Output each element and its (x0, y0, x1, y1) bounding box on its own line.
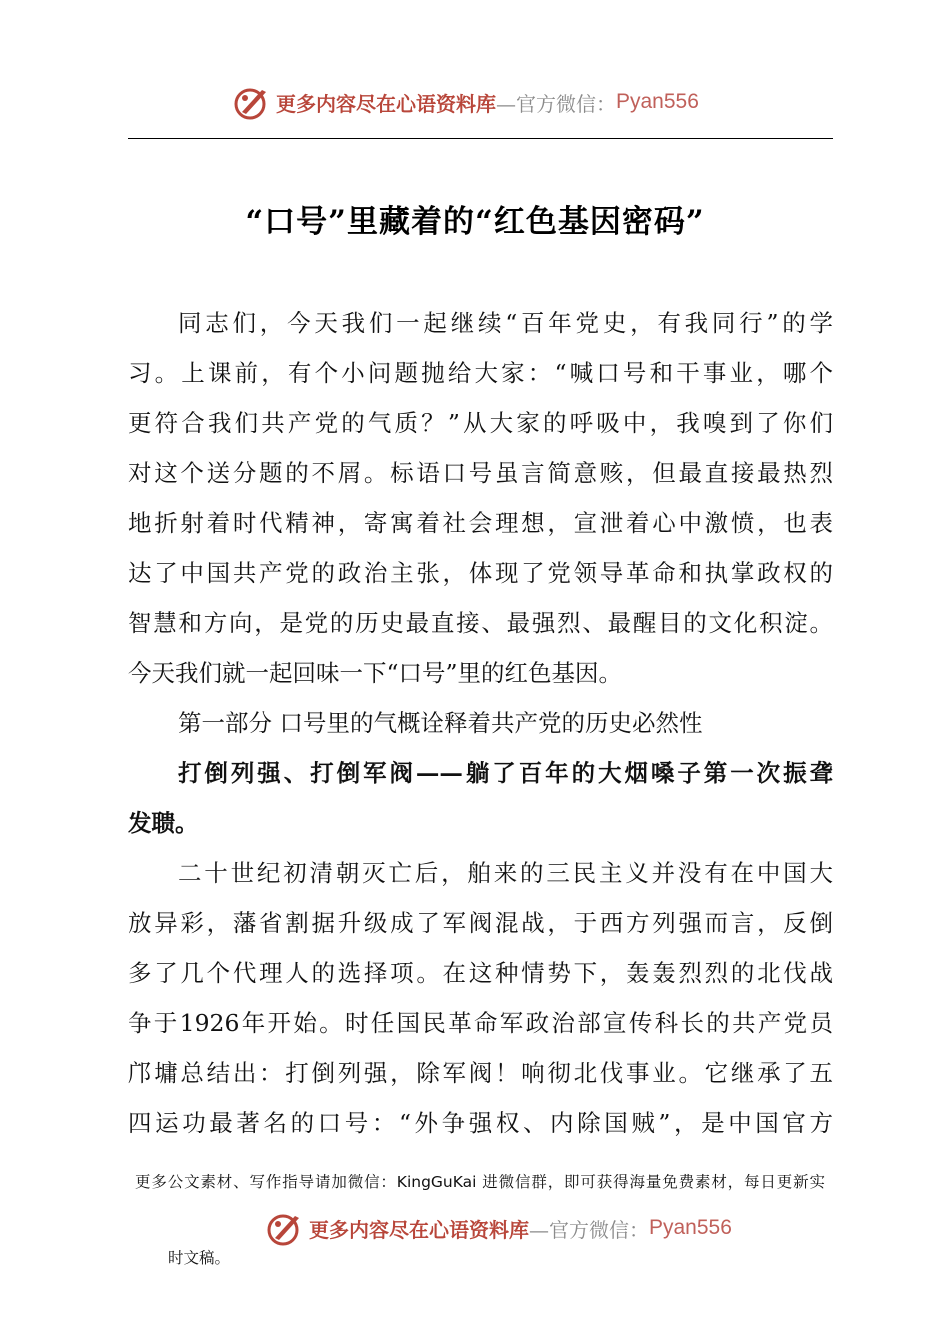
document-title: “口号”里藏着的“红色基因密码” (245, 204, 705, 240)
paragraph-line: 放异彩，藩省割据升级成了军阀混战，于西方列强而言，反倒 (128, 909, 833, 937)
paragraph-line: 争于1926年开始。时任国民革命军政治部宣传科长的共产党员 (128, 1009, 833, 1037)
paragraph-line: 地折射着时代精神，寄寓着社会理想，宣泄着心中激愤，也表 (128, 509, 833, 537)
watermark-suffix: —官方微信： (496, 91, 616, 116)
watermark-text: 更多内容尽在心语资料库 (276, 91, 496, 116)
section-heading: 第一部分 口号里的气概诠释着共产党的历史必然性 (178, 709, 703, 737)
paragraph-line: 多了几个代理人的选择项。在这种情势下，轰轰烈烈的北伐战 (128, 959, 833, 987)
paragraph-line: 今天我们就一起回味一下“口号”里的红色基因。 (128, 659, 623, 687)
footer-note-end: 时文稿。 (168, 1249, 231, 1267)
footer-watermark (265, 1208, 732, 1248)
paragraph-line: 更符合我们共产党的气质？”从大家的呼吸中，我嗅到了你们 (128, 409, 833, 437)
paragraph-line: 对这个送分题的不屑。标语口号虽言简意赅，但最直接最热烈 (128, 459, 833, 487)
paragraph-line: 四运功最著名的口号：“外争强权、内除国贼”，是中国官方 (128, 1109, 833, 1137)
header-divider (128, 138, 833, 139)
header-watermark (232, 82, 699, 122)
paragraph-line: 习。上课前，有个小问题抛给大家：“喊口号和干事业，哪个 (128, 359, 833, 387)
section-subheading: 发聩。 (128, 809, 199, 837)
paragraph-line: 邝墉总结出：打倒列强，除军阀！响彻北伐事业。它继承了五 (128, 1059, 833, 1087)
watermark-text: 更多内容尽在心语资料库 (309, 1217, 529, 1242)
paragraph-line: 智慧和方向，是党的历史最直接、最强烈、最醒目的文化积淀。 (128, 609, 833, 637)
paragraph-line: 达了中国共产党的政治主张，体现了党领导革命和执掌政权的 (128, 559, 833, 587)
brush-logo-icon (265, 1208, 305, 1248)
section-subheading: 打倒列强、打倒军阀——躺了百年的大烟嗓子第一次振聋 (178, 759, 833, 787)
paragraph-line: 二十世纪初清朝灭亡后，舶来的三民主义并没有在中国大 (178, 859, 833, 887)
watermark-suffix: —官方微信： (529, 1217, 649, 1242)
footer-note: 更多公文素材、写作指导请加微信：KingGuKai 进微信群，即可获得海量免费素材，每日更新实 (135, 1173, 825, 1191)
watermark-wechat-id: Pyan556 (616, 90, 699, 113)
document-body (128, 298, 833, 1148)
watermark-wechat-id: Pyan556 (649, 1216, 732, 1239)
paragraph-line: 同志们，今天我们一起继续“百年党史，有我同行”的学 (178, 309, 833, 337)
brush-logo-icon (232, 82, 272, 122)
